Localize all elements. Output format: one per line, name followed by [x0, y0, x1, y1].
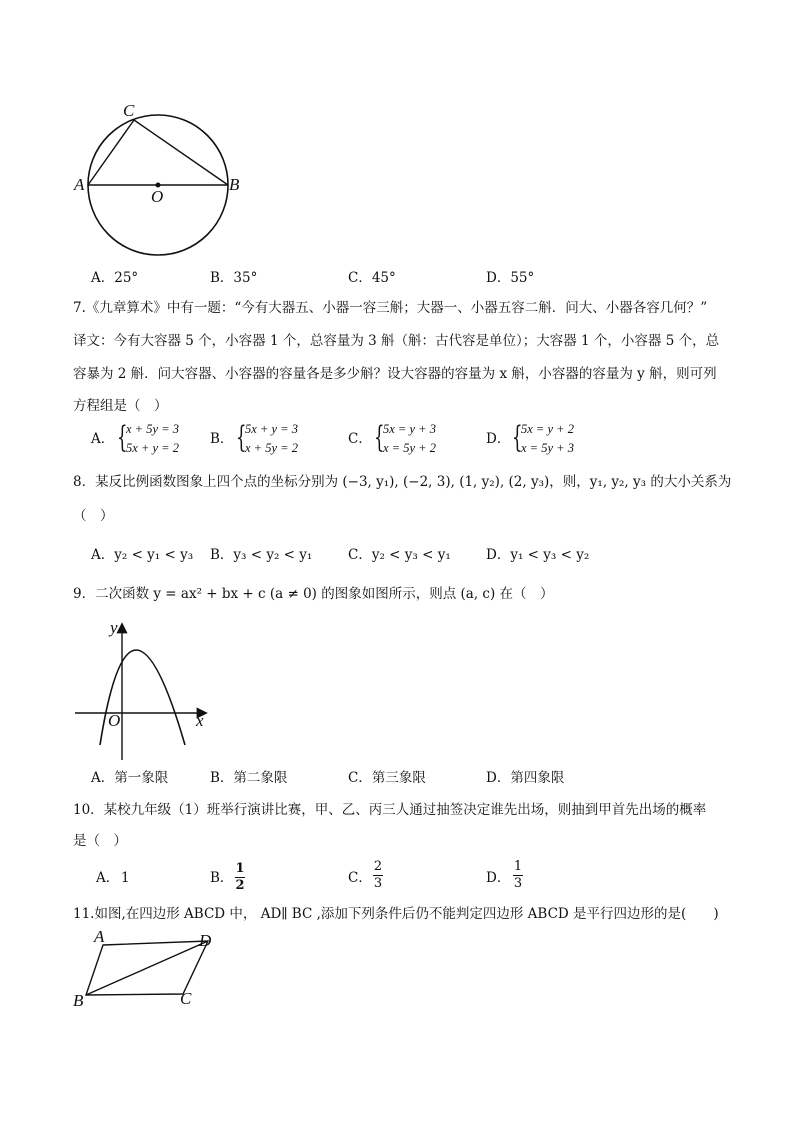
- denominator: 2: [235, 878, 245, 893]
- q7-option-a-eq1: x + 5y = 3: [126, 422, 179, 436]
- q7-line-1: 7.《九章算术》中有一题：“今有大器五、小器一容三斛；大器一、小器五容二斛．问大、小器各容几何？”: [73, 300, 708, 316]
- q7-line-3: 容暴为 2 斛．问大容器、小容器的容量各是多少斛？设大容器的容量为 x 斛，小容器的容量为 y 斛，则可列: [73, 366, 717, 382]
- q8-option-a[interactable]: A．y₂ < y₁ < y₃: [91, 547, 194, 563]
- q9-option-b[interactable]: B．第二象限: [210, 770, 288, 786]
- q6-option-b[interactable]: B．35°: [210, 270, 258, 286]
- q6-option-c[interactable]: C．45°: [348, 270, 396, 286]
- numerator: 1: [235, 861, 245, 876]
- point-label-b: B: [73, 991, 84, 1010]
- q7-option-b-letter: B．: [210, 431, 234, 447]
- q11-line-1: 11.如图,在四边形 ABCD 中， AD∥ BC ,添加下列条件后仍不能判定四边形 ABCD 是平行四边形的是( ): [73, 906, 719, 922]
- brace-icon: {: [236, 420, 247, 455]
- point-label-d: D: [199, 931, 212, 950]
- fraction-one-half: [233, 862, 247, 893]
- q7-option-d-letter: D．: [486, 431, 511, 447]
- q10-option-d-letter: D．: [486, 870, 511, 886]
- q9-option-a[interactable]: A．第一象限: [91, 770, 169, 786]
- origin-label: O: [108, 711, 121, 730]
- q9-option-c[interactable]: C．第三象限: [348, 770, 426, 786]
- numerator: 1: [513, 859, 523, 874]
- point-label-c: C: [123, 101, 135, 120]
- numerator: 2: [373, 859, 383, 874]
- q7-option-d-eq2: x = 5y + 3: [521, 441, 574, 455]
- q10-line-2: 是（ ）: [73, 833, 127, 849]
- axis-label-y: y: [110, 618, 118, 637]
- q8-line-2: （ ）: [73, 508, 114, 524]
- axis-label-x: x: [196, 711, 204, 730]
- q8-line-1: 8．某反比例函数图象上四个点的坐标分别为 (−3, y₁), (−2, 3), (1, y₂), (2, y₃)，则，y₁, y₂, y₃ 的大小关系为: [73, 474, 732, 490]
- point-label-b: B: [229, 175, 240, 194]
- denominator: 3: [373, 876, 383, 891]
- q6-option-d[interactable]: D．55°: [486, 270, 535, 286]
- q7-option-b-eq2: x + 5y = 2: [245, 441, 298, 455]
- q7-option-c-eq1: 5x = y + 3: [383, 422, 436, 436]
- q10-option-c-letter: C．: [348, 870, 372, 886]
- q7-option-a-eq2: 5x + y = 2: [126, 441, 179, 455]
- q10-option-a-letter: A．: [96, 870, 120, 886]
- brace-icon: {: [117, 420, 128, 455]
- fraction-two-thirds: [371, 860, 385, 891]
- q8-option-c[interactable]: C．y₂ < y₃ < y₁: [348, 547, 451, 563]
- q10-option-a-value: 1: [121, 870, 130, 886]
- denominator: 3: [513, 876, 523, 891]
- q7-line-2: 译文：今有大容器 5 个，小容器 1 个，总容量为 3 斛（斛：古代容是单位）；大容器 1 个，小容器 5 个，总: [73, 333, 720, 349]
- circle-triangle-figure: [70, 100, 250, 260]
- point-label-o: O: [151, 187, 164, 206]
- q7-line-4: 方程组是（ ）: [73, 398, 168, 414]
- point-label-c: C: [180, 989, 192, 1008]
- q7-option-b-eq1: 5x + y = 3: [245, 422, 298, 436]
- point-label-a: A: [74, 175, 85, 194]
- q8-option-d[interactable]: D．y₁ < y₃ < y₂: [486, 547, 590, 563]
- brace-icon: {: [374, 420, 385, 455]
- fraction-one-third: [511, 860, 525, 891]
- q9-line-1: 9．二次函数 y = ax² + bx + c (a ≠ 0) 的图象如图所示，则点 (a, c) 在（ ）: [73, 586, 554, 602]
- q9-option-d[interactable]: D．第四象限: [486, 770, 565, 786]
- q7-option-c-letter: C．: [348, 431, 372, 447]
- parabola-figure: [70, 615, 220, 765]
- brace-icon: {: [512, 420, 523, 455]
- q7-option-d-eq1: 5x = y + 2: [521, 422, 574, 436]
- q6-option-a[interactable]: A．25°: [91, 270, 139, 286]
- q7-option-c-eq2: x = 5y + 2: [383, 441, 436, 455]
- point-label-a: A: [94, 927, 105, 946]
- q8-option-b[interactable]: B．y₃ < y₂ < y₁: [210, 547, 313, 563]
- q7-option-a-letter: A．: [91, 431, 115, 447]
- q10-option-b-letter: B．: [210, 870, 234, 886]
- q10-line-1: 10．某校九年级（1）班举行演讲比赛，甲、乙、丙三人通过抽签决定谁先出场，则抽到甲首先出场的概率: [73, 802, 707, 818]
